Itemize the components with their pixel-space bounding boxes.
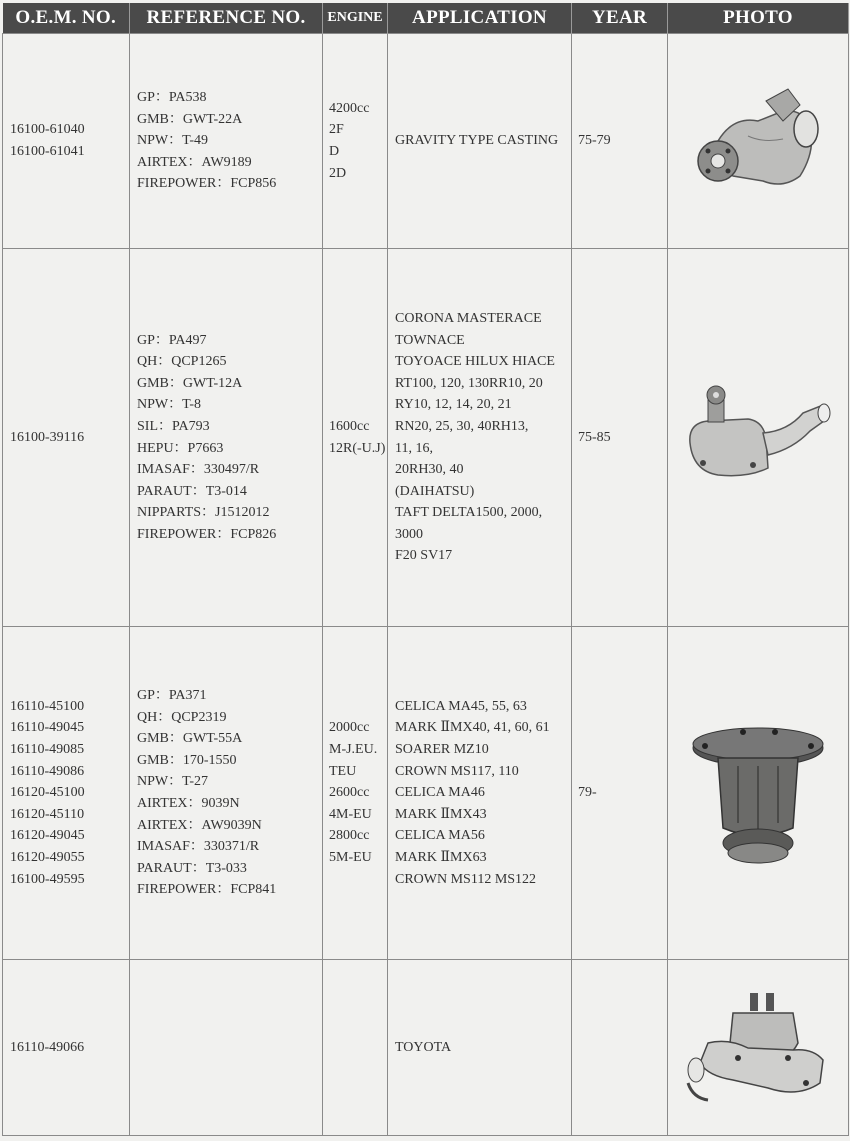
reference-number: GMB：170-1550: [137, 752, 237, 768]
year-range: 75-85: [578, 429, 611, 445]
engine-cell: [323, 960, 388, 1136]
water-pump-photo: [678, 988, 838, 1108]
photo-cell: [668, 249, 849, 627]
application-text: RN20, 25, 30, 40RH13,: [395, 418, 529, 434]
table-row: [3, 34, 849, 249]
oem-number: 16110-49045: [10, 720, 85, 736]
reference-cell: [130, 249, 323, 627]
reference-number: FIREPOWER：FCP826: [137, 526, 277, 542]
application-text: RT100, 120, 130RR10, 20: [395, 375, 543, 391]
header-engine: ENGINE: [323, 3, 388, 34]
oem-number: 16100-61041: [10, 144, 85, 159]
oem-number: 16120-45100: [10, 785, 85, 801]
year-range: 79-: [578, 785, 597, 801]
reference-number: AIRTEX：AW9189: [137, 154, 252, 170]
reference-cell: [130, 34, 323, 249]
header-oem: O.E.M. NO.: [3, 3, 130, 34]
engine-cell: [323, 249, 388, 627]
oem-cell: [3, 627, 130, 960]
engine-cell: [323, 34, 388, 249]
engine-cell: [323, 627, 388, 960]
reference-number: QH：QCP1265: [137, 354, 227, 370]
engine-spec: TEU: [329, 763, 357, 779]
reference-number: SIL：PA793: [137, 418, 210, 434]
oem-number: 16110-49066: [10, 1039, 85, 1055]
application-text: 3000: [395, 526, 423, 542]
parts-table: [2, 3, 849, 1136]
oem-number: 16120-45110: [10, 806, 85, 822]
oem-number: 16100-49595: [10, 871, 85, 887]
oem-cell: [3, 34, 130, 249]
application-text: SOARER MZ10: [395, 742, 489, 758]
oem-number: 16100-61040: [10, 122, 85, 138]
engine-spec: 2F: [329, 122, 344, 138]
oem-number: 16110-45100: [10, 698, 85, 714]
application-text: TOYOACE HILUX HIACE: [395, 354, 555, 370]
application-text: CELICA MA45, 55, 63: [395, 698, 527, 714]
oem-number: 16100-39116: [10, 429, 85, 445]
application-text: (DAIHATSU): [395, 483, 475, 499]
reference-cell: [130, 627, 323, 960]
engine-spec: D: [329, 144, 340, 159]
reference-number: GP：PA538: [137, 90, 207, 106]
application-text: CELICA MA46: [395, 785, 485, 801]
water-pump-photo: [688, 81, 828, 201]
engine-spec: 4M-EU: [329, 806, 372, 822]
application-text: CROWN MS117, 110: [395, 763, 519, 779]
oem-number: 16120-49055: [10, 849, 85, 865]
reference-number: IMASAF：330371/R: [137, 839, 260, 855]
reference-number: FIREPOWER：FCP856: [137, 176, 277, 192]
oem-cell: [3, 249, 130, 627]
reference-number: HEPU：P7663: [137, 440, 224, 456]
application-text: TOYOTA: [395, 1039, 452, 1055]
reference-number: GP：PA497: [137, 332, 207, 348]
reference-number: GMB：GWT-55A: [137, 731, 243, 747]
engine-spec: 5M-EU: [329, 849, 372, 865]
engine-spec: 2800cc: [329, 828, 370, 844]
year-cell: [572, 34, 668, 249]
application-text: 11, 16,: [395, 440, 433, 456]
reference-number: NPW：T-27: [137, 774, 209, 790]
oem-number: 16120-49045: [10, 828, 85, 844]
application-cell: [388, 960, 572, 1136]
engine-spec: 2600cc: [329, 785, 370, 801]
header-photo: PHOTO: [668, 3, 849, 34]
application-text: GRAVITY TYPE CASTING: [395, 133, 559, 149]
application-cell: [388, 34, 572, 249]
engine-spec: M-J.EU.: [329, 742, 378, 758]
year-range: 75-79: [578, 133, 611, 149]
table-header: [3, 3, 849, 34]
reference-number: GMB：GWT-22A: [137, 111, 243, 127]
reference-number: GMB：GWT-12A: [137, 375, 243, 391]
table-row: [3, 249, 849, 627]
table-row: [3, 627, 849, 960]
reference-number: NIPPARTS：J1512012: [137, 505, 270, 521]
photo-cell: [668, 627, 849, 960]
reference-number: FIREPOWER：FCP841: [137, 882, 277, 898]
oem-cell: [3, 960, 130, 1136]
year-cell: [572, 627, 668, 960]
reference-number: AIRTEX：AW9039N: [137, 817, 262, 833]
year-cell: [572, 249, 668, 627]
oem-number: 16110-49085: [10, 742, 85, 758]
year-cell: [572, 960, 668, 1136]
application-text: CORONA MASTERACE: [395, 310, 542, 326]
photo-cell: [668, 34, 849, 249]
application-cell: [388, 627, 572, 960]
header-year: YEAR: [572, 3, 668, 34]
engine-spec: 2D: [329, 165, 347, 181]
water-pump-photo: [683, 718, 833, 868]
header-reference: REFERENCE NO.: [130, 3, 323, 34]
table-row: [3, 960, 849, 1136]
application-text: CELICA MA56: [395, 828, 485, 844]
application-text: CROWN MS112 MS122: [395, 871, 537, 887]
header-application: APPLICATION: [388, 3, 572, 34]
application-text: MARK ⅡMX43: [395, 806, 487, 822]
reference-number: GP：PA371: [137, 688, 207, 704]
application-text: TOWNACE: [395, 332, 465, 348]
application-text: F20 SV17: [395, 548, 453, 564]
engine-spec: 2000cc: [329, 720, 370, 736]
photo-cell: [668, 960, 849, 1136]
application-text: RY10, 12, 14, 20, 21: [395, 397, 512, 413]
reference-number: NPW：T-49: [137, 133, 209, 149]
water-pump-photo: [678, 383, 838, 493]
reference-number: PARAUT：T3-033: [137, 860, 247, 876]
application-text: MARK ⅡMX40, 41, 60, 61: [395, 720, 550, 736]
application-text: TAFT DELTA1500, 2000,: [395, 505, 543, 521]
application-text: 20RH30, 40: [395, 462, 464, 478]
reference-cell: [130, 960, 323, 1136]
reference-number: PARAUT：T3-014: [137, 483, 247, 499]
engine-spec: 4200cc: [329, 100, 370, 116]
engine-spec: 1600cc: [329, 418, 370, 434]
reference-number: IMASAF：330497/R: [137, 462, 260, 478]
application-cell: [388, 249, 572, 627]
application-text: MARK ⅡMX63: [395, 849, 487, 865]
oem-number: 16110-49086: [10, 763, 85, 779]
reference-number: NPW：T-8: [137, 397, 202, 413]
reference-number: QH：QCP2319: [137, 709, 227, 725]
engine-spec: 12R(-U.J): [329, 440, 386, 456]
reference-number: AIRTEX：9039N: [137, 796, 240, 811]
